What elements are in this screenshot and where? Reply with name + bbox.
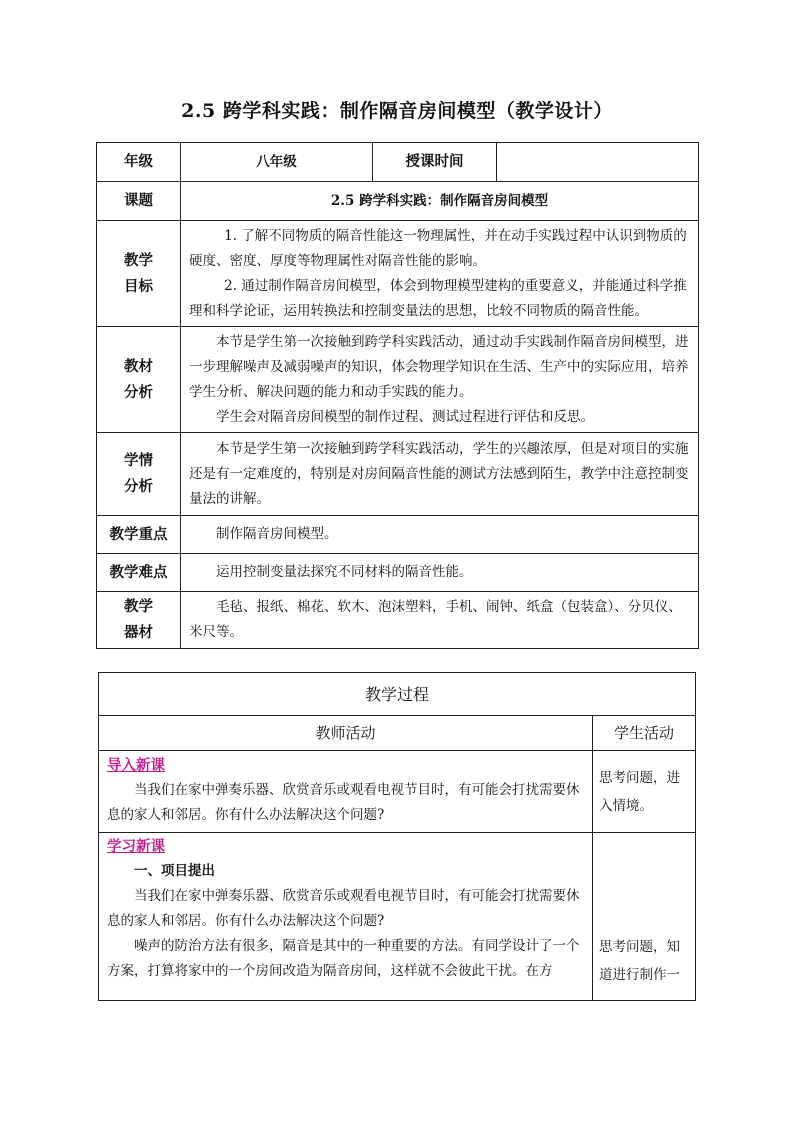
grade-label: 年级 bbox=[97, 143, 181, 182]
difficulty-row bbox=[97, 554, 699, 592]
equipment-label-line1: 教学 bbox=[124, 598, 153, 615]
equipment-row bbox=[97, 592, 699, 649]
project-subsection-title: 一、项目提出 bbox=[134, 863, 215, 879]
topic-row bbox=[97, 182, 699, 221]
material-row bbox=[97, 327, 699, 433]
intro-section-title: 导入新课 bbox=[107, 757, 165, 774]
learner-label bbox=[97, 433, 181, 516]
learner-content bbox=[181, 433, 699, 516]
goal-item: 1. 了解不同物质的隔音性能这一物理属性，并在动手实践过程中认识到物质的硬度、密度、厚度等物理属性对隔音性能的影响。 bbox=[189, 227, 687, 269]
lesson-info-table bbox=[96, 142, 699, 649]
learner-row bbox=[97, 433, 699, 516]
process-column-row bbox=[99, 716, 696, 751]
material-content bbox=[181, 327, 699, 433]
process-header: 教学过程 bbox=[99, 673, 696, 716]
document-title: 2.5 跨学科实践：制作隔音房间模型（教学设计） bbox=[181, 100, 613, 122]
topic-value: 2.5 跨学科实践：制作隔音房间模型 bbox=[181, 182, 699, 221]
new-lesson-teacher-cell bbox=[99, 833, 593, 1001]
difficulty-content bbox=[181, 554, 699, 592]
new-lesson-row bbox=[99, 833, 696, 1001]
intro-row bbox=[99, 751, 696, 833]
goals-label bbox=[97, 221, 181, 327]
difficulty-label: 教学难点 bbox=[97, 554, 181, 592]
grade-value: 八年级 bbox=[181, 143, 373, 182]
equipment-text: 毛毡、报纸、棉花、软木、泡沫塑料，手机、闹钟、纸盒（包装盒）、分贝仪、米尺等。 bbox=[189, 599, 682, 640]
key-row bbox=[97, 516, 699, 554]
material-label-line2: 分析 bbox=[124, 383, 153, 401]
teaching-process-table bbox=[98, 672, 696, 1001]
goal-item: 2. 通过制作隔音房间模型，体会到物理模型建构的重要意义，并能通过科学推理和科学论证，运用转换法和控制变量法的思想，比较不同物质的隔音性能。 bbox=[189, 277, 687, 319]
material-label bbox=[97, 327, 181, 433]
goals-row bbox=[97, 221, 699, 327]
intro-text: 当我们在家中弹奏乐器、欣赏音乐或观看电视节目时，有可能会打扰需要休息的家人和邻居。你有什么办法解决这个问题? bbox=[107, 782, 580, 823]
learner-label-line1: 学情 bbox=[124, 452, 153, 469]
learner-label-line2: 分析 bbox=[124, 478, 153, 495]
grade-row bbox=[97, 143, 699, 182]
difficulty-text: 运用控制变量法探究不同材料的隔音性能。 bbox=[216, 564, 473, 580]
student-column-header: 学生活动 bbox=[593, 716, 696, 751]
learner-paragraph: 本节是学生第一次接触到跨学科实践活动，学生的兴趣浓厚，但是对项目的实施还是有一定难度的，特别是对房间隔音性能的测试方法感到陌生，教学中注意控制变量法的讲解。 bbox=[189, 440, 689, 507]
new-lesson-section-title: 学习新课 bbox=[107, 838, 165, 855]
time-label: 授课时间 bbox=[373, 143, 497, 182]
teacher-column-header: 教师活动 bbox=[99, 716, 593, 751]
key-label: 教学重点 bbox=[97, 516, 181, 554]
goals-content bbox=[181, 221, 699, 327]
new-lesson-student-cell: 思考问题，知道进行制作一 bbox=[593, 833, 696, 1001]
goals-label-line1: 教学 bbox=[124, 251, 153, 269]
equipment-content bbox=[181, 592, 699, 649]
material-label-line1: 教材 bbox=[124, 357, 153, 375]
new-lesson-text: 当我们在家中弹奏乐器、欣赏音乐或观看电视节目时，有可能会打扰需要休息的家人和邻居。你有什么办法解决这个问题? bbox=[107, 888, 580, 929]
goals-label-line2: 目标 bbox=[124, 277, 153, 295]
material-paragraph: 本节是学生第一次接触到跨学科实践活动，通过动手实践制作隔音房间模型，进一步理解噪声及减弱噪声的知识，体会物理学知识在生活、生产中的实际应用，培养学生分析、解决问题的能力和动手实践的能力。 bbox=[189, 333, 689, 400]
material-paragraph: 学生会对隔音房间模型的制作过程、测试过程进行评估和反思。 bbox=[216, 408, 594, 425]
key-content bbox=[181, 516, 699, 554]
time-value bbox=[497, 143, 699, 182]
equipment-label-line2: 器材 bbox=[124, 624, 153, 641]
intro-teacher-cell bbox=[99, 751, 593, 833]
process-header-row bbox=[99, 673, 696, 716]
key-text: 制作隔音房间模型。 bbox=[216, 526, 338, 542]
equipment-label bbox=[97, 592, 181, 649]
intro-student-cell: 思考问题，进入情境。 bbox=[593, 751, 696, 833]
topic-label: 课题 bbox=[97, 182, 181, 221]
new-lesson-text: 噪声的防治方法有很多，隔音是其中的一种重要的方法。有同学设计了一个方案，打算将家中的一个房间改造为隔音房间，这样就不会彼此干扰。在方 bbox=[107, 938, 580, 979]
